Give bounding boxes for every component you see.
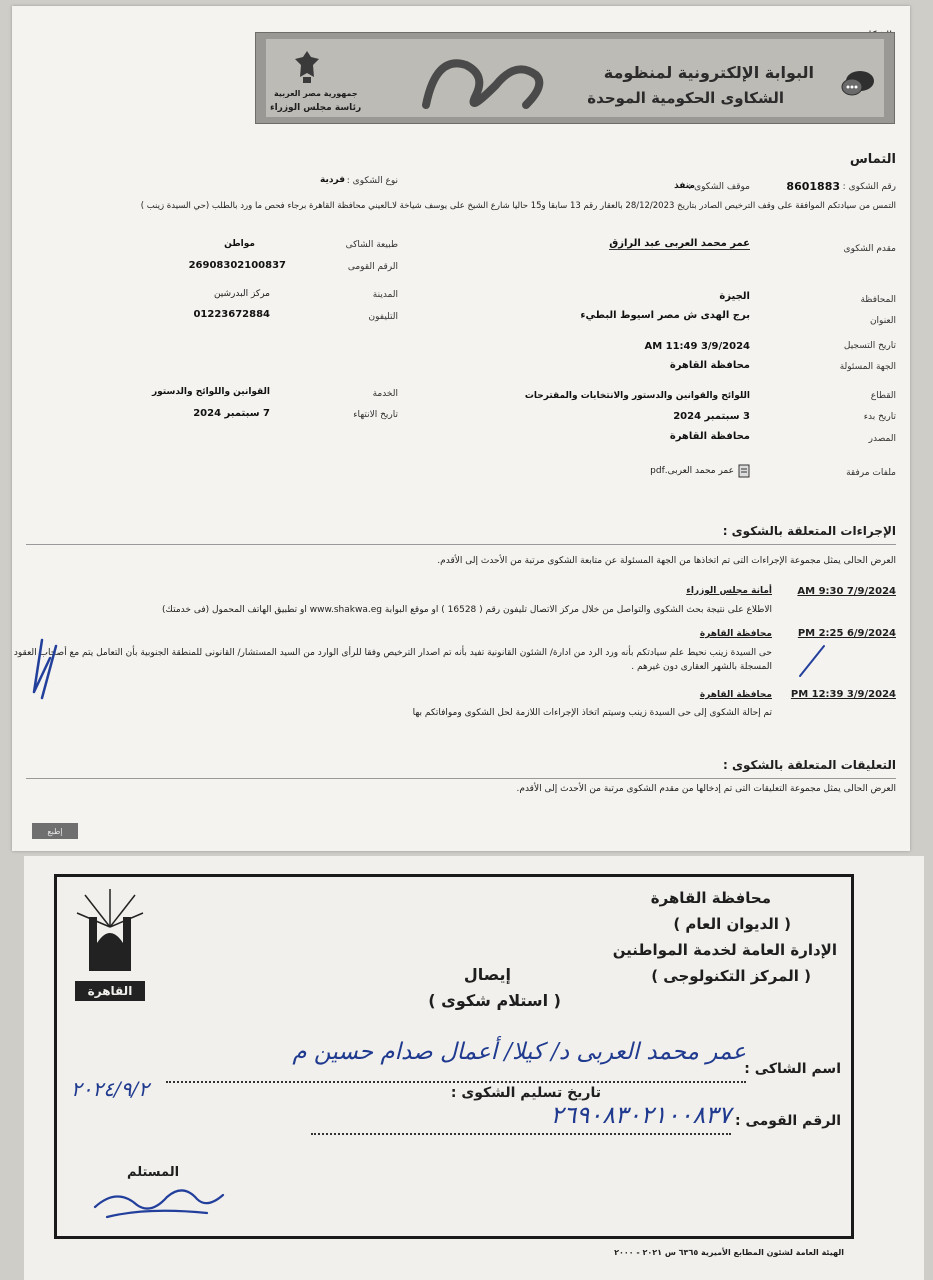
- service-label: الخدمة: [372, 389, 398, 399]
- receipt-title: إيصال: [463, 965, 511, 984]
- file-icon: [738, 464, 750, 478]
- name-line: [166, 1081, 746, 1083]
- action-1-date: AM 9:30 7/9/2024: [797, 586, 896, 597]
- phone-label: التليفون: [368, 312, 398, 322]
- action-2-text: حى السيدة زينب نحيط علم سيادتكم بأنه ورد الرد من ادارة/ الشئون القانونية تفيد بأنه تم اصدار الترخيص وفقا للرأى الوارد من السيد المستشار/ القانونى للمنطقة الجنوبية بأن التعامل يتم مع أصحاب العقود المسجلة بالشهر العقارى دون غيرهم .: [13, 648, 772, 672]
- national-id-label: الرقم القومى: [347, 262, 398, 272]
- governorate-label: المحافظة: [860, 295, 896, 305]
- receipt-footer: الهيئة العامة لشئون المطابع الأميرية ٦٣٦٥ س ٢٠٢١ - ٢٠٠٠: [614, 1248, 844, 1257]
- action-2-date: PM 2:25 6/9/2024: [797, 628, 896, 639]
- name-handwritten: عمر محمد العربى د/ كيلا/ أعمال صدام حسين م: [292, 1039, 746, 1065]
- sector-value: اللوائح والقوانين والدستور والانتخابات والمقترحات: [524, 391, 750, 401]
- sector-label: القطاع: [870, 391, 896, 401]
- cairo-logo: [75, 887, 145, 999]
- nature-label: طبيعة الشاكى: [345, 240, 398, 250]
- id-line: [311, 1133, 731, 1135]
- complaint-summary: التمس من سيادتكم الموافقة على وقف الترخيص الصادر بتاريخ 28/12/2023 بالعقار رقم 13 سابقا و15 حاليا شارع الشيخ على يوسف شياخة لاـالعيني محافظة القاهرة برجاء فحص ما ورد بالطلب (حي السيدة زينب ): [140, 201, 896, 211]
- action-3-source: محافظة القاهرة: [699, 690, 772, 700]
- city-label: المدينة: [372, 290, 398, 300]
- logo-text: القاهرة: [75, 981, 145, 1001]
- name-label: اسم الشاكى :: [744, 1061, 841, 1077]
- complaint-status-label: موقف الشكوى :: [688, 182, 750, 192]
- banner-title-line2: الشكاوى الحكومية الموحدة: [587, 89, 784, 107]
- receipt-org3: الإدارة العامة لخدمة المواطنين: [612, 941, 837, 959]
- complaint-status: منفذ: [674, 181, 695, 191]
- gov-name: جمهورية مصر العربية: [274, 89, 358, 98]
- pen-slash-icon: [792, 642, 832, 682]
- receiver-signature-icon: [87, 1177, 227, 1221]
- scribble-mark-icon: [406, 45, 556, 117]
- attachments-label: ملفات مرفقة: [846, 468, 896, 478]
- complaint-printout: [12, 6, 910, 851]
- national-id-value: 26908302100837: [188, 260, 286, 271]
- receipt-org1: محافظة القاهرة: [650, 889, 771, 907]
- receipt-subtitle: ( استلام شكوى ): [428, 991, 561, 1010]
- comments-intro: العرض الحالى يمثل مجموعة التعليقات التى تم إدخالها من مقدم الشكوى مرتبة من الأحدث إلى الأقدم.: [516, 784, 896, 794]
- action-2-source: محافظة القاهرة: [699, 629, 772, 639]
- responsible-value: محافظة القاهرة: [669, 360, 750, 371]
- source-label: المصدر: [868, 434, 896, 444]
- source-value: محافظة القاهرة: [669, 431, 750, 442]
- actions-title: الإجراءات المتعلقة بالشكوى :: [722, 524, 896, 538]
- complaint-number: 8601883: [786, 180, 840, 193]
- responsible-label: الجهة المسئولة: [839, 362, 896, 372]
- complainant-name: عمر محمد العربى عبد الرازق: [609, 238, 750, 249]
- receipt-paper: [24, 856, 924, 1280]
- egypt-eagle-emblem-icon: [292, 47, 322, 87]
- banner-title-line1: البوابة الإلكترونية لمنظومة: [603, 63, 814, 82]
- receipt-frame: [54, 874, 854, 1239]
- city-value: مركز البدرشين: [213, 289, 270, 299]
- date-label: تاريخ تسليم الشكوى :: [450, 1085, 601, 1101]
- comments-divider: [26, 778, 896, 779]
- address-label: العنوان: [869, 316, 896, 326]
- actions-intro: العرض الحالى يمثل مجموعة الإجراءات التى تم اتخاذها من الجهة المسئولة عن متابعة الشكوى مرتبة من الأحدث إلى الأقدم.: [437, 556, 896, 566]
- attachment-link[interactable]: عمر محمد العربى.pdf: [650, 466, 734, 476]
- print-button[interactable]: إطبع: [32, 823, 78, 839]
- start-date-label: تاريخ بدء: [863, 412, 896, 422]
- reg-date-label: تاريخ التسجيل: [843, 341, 896, 351]
- receiver-label: المستلم: [127, 1165, 180, 1180]
- receipt-org4: ( المركز التكنولوجى ): [651, 967, 811, 985]
- end-date-label: تاريخ الانتهاء: [353, 410, 398, 420]
- id-handwritten: ٢٦٩٠٨٣٠٢١٠٠٨٣٧: [550, 1101, 731, 1129]
- actions-divider: [26, 544, 896, 545]
- mosque-emblem-icon: [75, 887, 145, 975]
- action-3-text: تم إحالة الشكوى إلى حى السيدة زينب وسيتم اتخاذ الإجراءات اللازمة لحل الشكوى وموافاتكم بها: [412, 708, 772, 718]
- receipt-org2: ( الديوان العام ): [673, 915, 791, 933]
- complainant-label: مقدم الشكوى: [843, 244, 896, 254]
- comments-title: التعليقات المتعلقة بالشكوى :: [723, 758, 896, 772]
- portal-banner: [255, 32, 895, 124]
- complaint-type-label: نوع الشكوى :: [346, 176, 398, 186]
- date-handwritten: ٢٠٢٤/٩/٢: [71, 1077, 149, 1101]
- start-date-value: 3 سبتمبر 2024: [673, 411, 750, 422]
- action-1-source: أمانة مجلس الوزراء: [686, 586, 772, 596]
- nature-value: مواطن: [224, 239, 255, 249]
- complaint-type: فردية: [320, 175, 345, 185]
- pen-annotation-icon: [12, 632, 122, 702]
- reg-date-value: AM 11:49 3/9/2024: [644, 341, 750, 352]
- service-value: القوانين واللوائح والدستور: [151, 387, 270, 397]
- section-title: التماس: [849, 152, 896, 167]
- phone-value: 01223672884: [193, 309, 270, 320]
- end-date-value: 7 سبتمبر 2024: [193, 408, 270, 419]
- action-3-date: PM 12:39 3/9/2024: [790, 689, 896, 700]
- action-1-text: الاطلاع على نتيجة بحث الشكوى والتواصل من خلال مركز الاتصال تليفون رقم ( 16528 ) او موقع البوابة www.shakwa.eg او تطبيق الهاتف المحمول (فى خدمتك): [162, 605, 772, 615]
- id-label: الرقم القومى :: [735, 1113, 841, 1129]
- governorate-value: الجيزة: [719, 291, 750, 302]
- cabinet-name: رئاسة مجلس الوزراء: [270, 103, 362, 113]
- chat-bubbles-icon: [840, 69, 876, 99]
- complaint-number-label: رقم الشكوى :: [842, 182, 896, 192]
- address-value: برج الهدى ش مصر اسيوط البطيء: [580, 310, 750, 321]
